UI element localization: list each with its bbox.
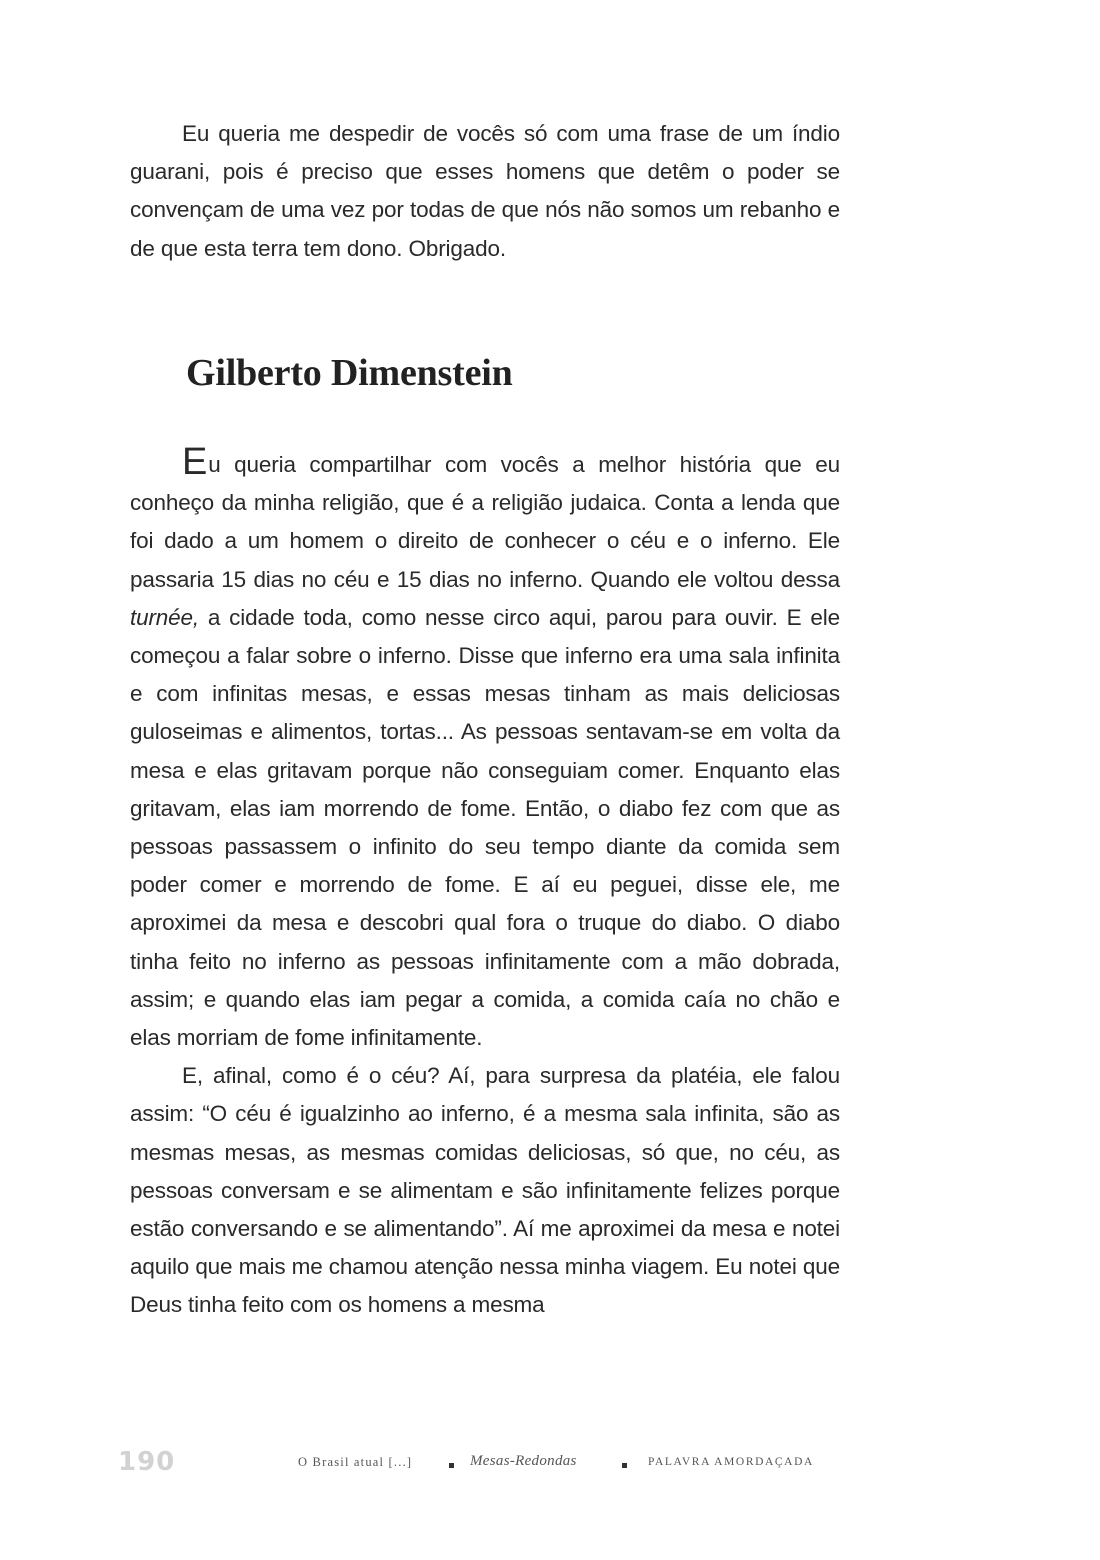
- page-number: 190: [118, 1447, 176, 1477]
- section-heading: Gilberto Dimenstein: [186, 352, 513, 394]
- paragraph-1-text-a: u queria compartilhar com vocês a melhor história que eu conheço da minha religião, que é a religião judaica. Conta a lenda que foi dado a um homem o direito de conhecer o céu e o inferno. Ele passaria 15 dias no céu e 15 dias no inferno. Quando ele voltou dessa: [130, 452, 840, 592]
- body-paragraph-1: [130, 441, 840, 1057]
- section-body: [130, 441, 840, 1325]
- drop-cap: E: [182, 441, 208, 483]
- intro-text: [130, 115, 840, 268]
- footer-separator-bullet: [449, 1463, 454, 1468]
- page-footer: [0, 1447, 1100, 1481]
- intro-paragraph: Eu queria me despedir de vocês só com uma frase de um índio guarani, pois é preciso que esses homens que detêm o poder se convençam de uma vez por todas de que nós não somos um rebanho e de que esta terra tem dono. Obrigado.: [130, 121, 840, 261]
- footer-collection-title: PALAVRA AMORDAÇADA: [648, 1456, 814, 1468]
- footer-section-title: Mesas-Redondas: [470, 1453, 577, 1469]
- footer-book-title: O Brasil atual [...]: [298, 1455, 413, 1469]
- paragraph-1-italic-word: turnée,: [130, 604, 199, 630]
- footer-separator-bullet: [622, 1463, 627, 1468]
- body-paragraph-2: E, afinal, como é o céu? Aí, para surpresa da platéia, ele falou assim: “O céu é igualzinho ao inferno, é a mesma sala infinita, são as mesmas mesas, as mesmas comidas deliciosas, só que, no céu, as pessoas conversam e se alimentam e são infinitamente felizes porque estão conversando e se alimentando”. Aí me aproximei da mesa e notei aquilo que mais me chamou atenção nessa minha viagem. Eu notei que Deus tinha feito com os homens a mesma: [130, 1063, 840, 1318]
- paragraph-1-text-b: a cidade toda, como nesse circo aqui, parou para ouvir. E ele começou a falar sobre o inferno. Disse que inferno era uma sala infinita e com infinitas mesas, e essas mesas tinham as mais deliciosas guloseimas e alimentos, tortas... As pessoas sentavam-se em volta da mesa e elas gritavam porque não conseguiam comer. Enquanto elas gritavam, elas iam morrendo de fome. Então, o diabo fez com que as pessoas passassem o infinito do seu tempo diante da comida sem poder comer e morrendo de fome. E aí eu peguei, disse ele, me aproximei da mesa e descobri qual fora o truque do diabo. O diabo tinha feito no inferno as pessoas infinitamente com a mão dobrada, assim; e quando elas iam pegar a comida, a comida caía no chão e elas morriam de fome infinitamente.: [130, 604, 840, 1051]
